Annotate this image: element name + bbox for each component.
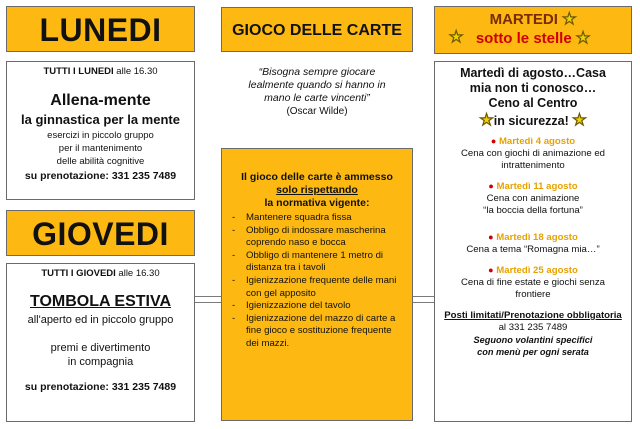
martedi-intro-line: in sicurezza!	[493, 114, 569, 128]
martedi-intro-line: mia non ti conosco…	[469, 81, 597, 95]
gioco-header	[221, 7, 413, 52]
giovedi-title: GIOVEDI	[32, 216, 169, 252]
quote-author: (Oscar Wilde)	[286, 106, 348, 117]
lunedi-schedule-day: TUTTI I LUNEDI	[43, 66, 114, 77]
event-item: ● Martedì 18 agosto Cena a tema “Romagna mia…”	[435, 231, 631, 256]
lunedi-header	[6, 6, 195, 52]
rules-card	[221, 148, 413, 421]
lunedi-event-title: Allena-mente	[50, 92, 151, 109]
rule-item: - Obbligo di mantenere 1 metro di distanza tra i tavoli	[232, 249, 384, 274]
giovedi-schedule-time: alle 16.30	[115, 268, 160, 279]
lunedi-title: LUNEDI	[39, 12, 162, 48]
lunedi-booking: su prenotazione: 331 235 7489	[24, 170, 177, 182]
event-item: ● Martedì 11 agosto Cena con animazione “la boccia della fortuna”	[435, 180, 631, 217]
rules-intro-line: solo rispettando	[276, 184, 358, 196]
event-item: ● Martedì 4 agosto Cena con giochi di animazione ed intrattenimento	[435, 135, 631, 172]
martedi-footer-note: con menù per ogni serata	[477, 347, 589, 357]
lunedi-desc-line: delle abilità cognitive	[56, 156, 145, 167]
connector-line	[413, 296, 434, 297]
event-date: Martedì 25 agosto	[496, 265, 578, 276]
martedi-footer-note: Seguono volantini specifici	[473, 335, 593, 345]
martedi-intro-line: Ceno al Centro	[488, 96, 578, 110]
giovedi-desc-line: all'aperto ed in piccolo gruppo	[27, 314, 174, 326]
lunedi-schedule-time: alle 16.30	[113, 66, 158, 77]
rules-intro-line: la normativa vigente:	[264, 197, 370, 209]
rule-item: - Obbligo di indossare mascherina coprendo naso e bocca	[232, 224, 386, 249]
connector-line	[195, 302, 221, 303]
quote-line: “Bisogna sempre giocare	[258, 66, 376, 78]
lunedi-desc-line: esercizi in piccolo gruppo	[47, 130, 154, 141]
event-desc: Cena con animazione	[486, 193, 580, 204]
event-desc: frontiere	[515, 289, 551, 300]
event-desc: Cena a tema “Romagna mia…”	[466, 244, 600, 255]
giovedi-event-title: TOMBOLA ESTIVA	[29, 293, 172, 310]
event-item: ● Martedì 25 agosto Cena di fine estate e giochi senza frontiere	[435, 264, 631, 301]
martedi-header	[434, 6, 632, 54]
lunedi-desc-line: per il mantenimento	[58, 143, 143, 154]
martedi-card	[434, 61, 632, 422]
giovedi-schedule-day: TUTTI I GIOVEDI	[41, 268, 116, 279]
quote-line: mano le carte vincenti”	[264, 92, 370, 104]
giovedi-booking: su prenotazione: 331 235 7489	[24, 381, 177, 393]
connector-line	[195, 296, 221, 297]
rule-item: - Mantenere squadra fissa	[232, 212, 352, 223]
giovedi-desc-line: premi e divertimento	[50, 342, 151, 354]
gioco-title: GIOCO DELLE CARTE	[232, 22, 402, 39]
quote-line: lealmente quando si hanno in	[248, 79, 386, 91]
star-icon: ★	[575, 30, 591, 47]
connector-line	[413, 302, 434, 303]
star-icon: ★	[572, 112, 587, 129]
event-desc: Cena con giochi di animazione ed	[461, 148, 605, 159]
quote-block	[221, 62, 413, 136]
event-date: Martedì 11 agosto	[496, 181, 578, 192]
event-date: Martedì 4 agosto	[498, 136, 576, 147]
event-desc: Cena di fine estate e giochi senza	[461, 277, 605, 288]
event-date: Martedì 18 agosto	[496, 232, 578, 243]
lunedi-card	[6, 61, 195, 200]
martedi-footer-phone: al 331 235 7489	[498, 322, 568, 333]
rules-intro-line: Il gioco delle carte è ammesso	[241, 171, 393, 183]
rule-item: - Igienizzazione del mazzo di carte a fine gioco e sostituzione frequente dei mazzi.	[232, 312, 396, 349]
event-list	[435, 135, 631, 301]
giovedi-header	[6, 210, 195, 256]
martedi-intro-line: Martedì di agosto…Casa	[460, 66, 606, 80]
martedi-subtitle: sotto le stelle	[475, 30, 572, 47]
event-desc: intrattenimento	[501, 160, 565, 171]
event-desc: “la boccia della fortuna”	[483, 205, 583, 216]
martedi-title: MARTEDI	[489, 11, 558, 28]
star-icon: ★	[449, 29, 464, 46]
giovedi-schedule	[7, 268, 194, 279]
star-icon: ★	[479, 112, 494, 129]
giovedi-card	[6, 263, 195, 422]
star-icon: ★	[562, 11, 577, 28]
martedi-footer-bold: Posti limitati/Prenotazione obbligatoria	[444, 310, 622, 321]
lunedi-schedule	[7, 66, 194, 77]
rule-item: - Igienizzazione frequente delle mani con gel apposito	[232, 274, 397, 299]
giovedi-desc-line: in compagnia	[67, 356, 134, 368]
lunedi-event-subtitle: la ginnastica per la mente	[21, 112, 180, 127]
rule-item: - Igienizzazione del tavolo	[232, 300, 351, 312]
